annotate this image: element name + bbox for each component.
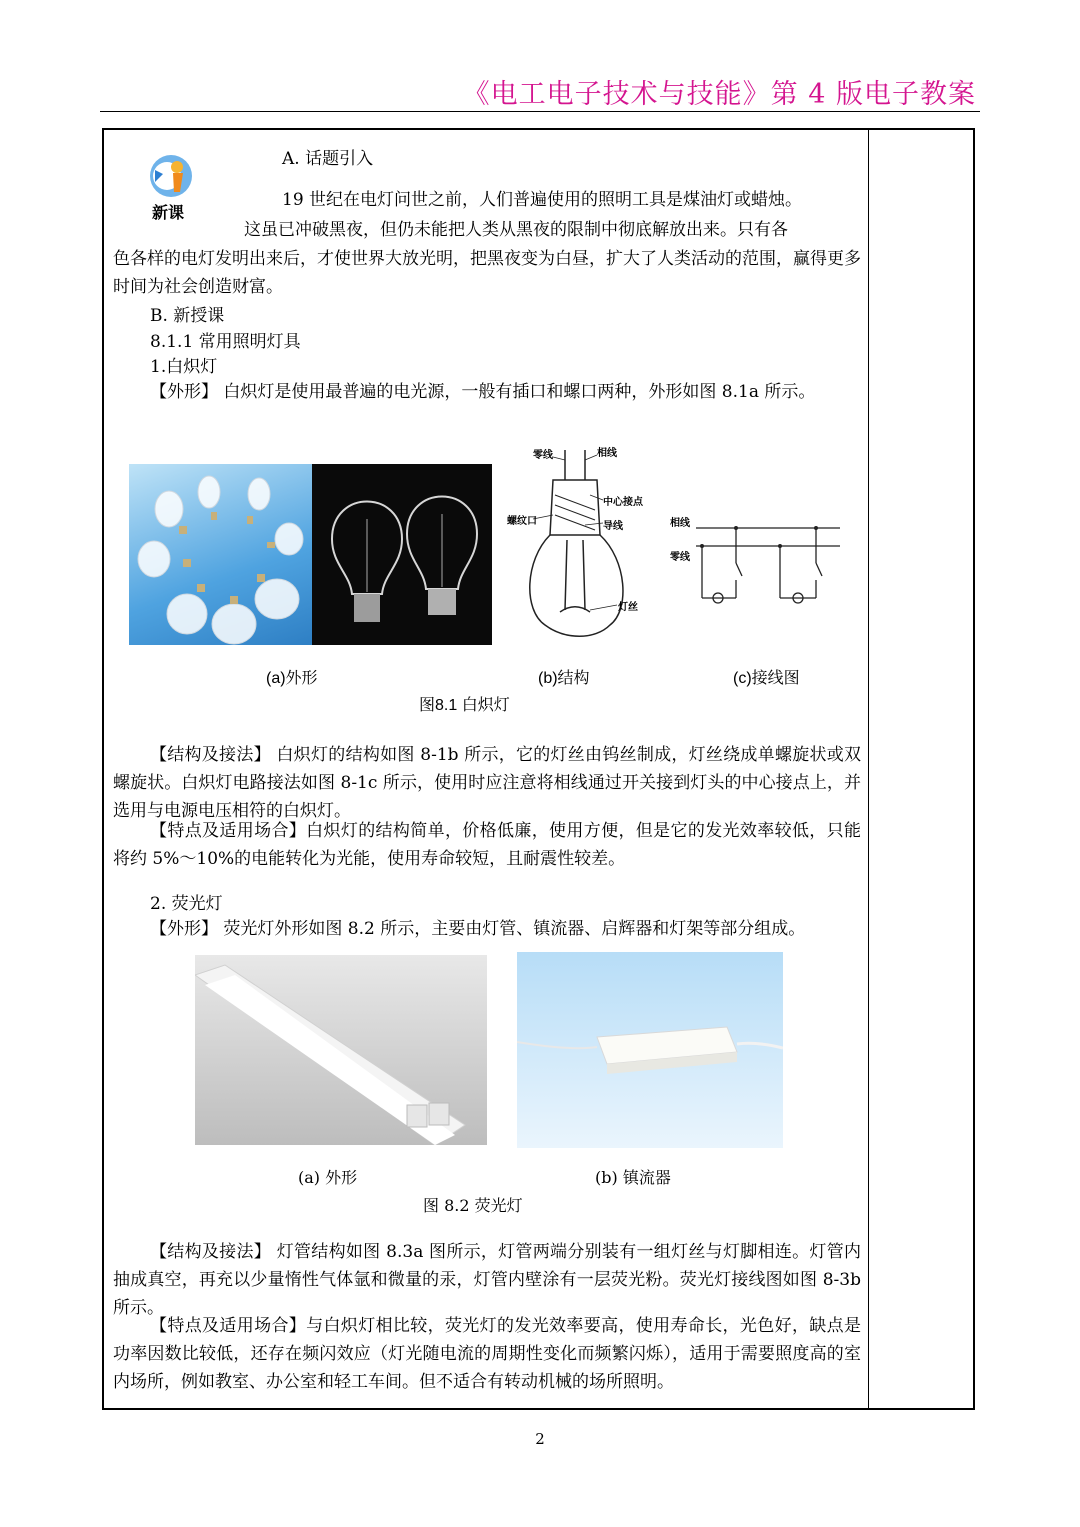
- fig-8-1-caption-c: (c)接线图: [733, 670, 800, 687]
- label-center-contact: 中心接点: [603, 497, 643, 508]
- incandescent-structure-diagram: [505, 440, 655, 650]
- incandescent-features: 【特点及适用场合】白炽灯的结构简单，价格低廉，使用方便，但是它的发光效率较低，只能将约 5%～10%的电能转化为光能，使用寿命较短，且耐震性较差。: [113, 821, 861, 869]
- table-column-divider: [868, 128, 869, 1410]
- fluorescent-structure: 【结构及接法】 灯管结构如图 8.3a 图所示，灯管两端分别装有一组灯丝与灯脚相连。灯管内抽成真空，再充以少量惰性气体氩和微量的汞，灯管内壁涂有一层荧光粉。荧光灯接线图如图 8-3b 所示。: [113, 1242, 861, 1318]
- label-wiring-neutral: 零线: [670, 552, 690, 563]
- new-lesson-label: 新课: [152, 203, 185, 222]
- header-rule: [100, 111, 980, 112]
- fig-8-1-title: 图8.1 白炽灯: [419, 697, 510, 714]
- intro-rest: 色各样的电灯发明出来后，才使世界大放光明，把黑夜变为白昼，扩大了人类活动的范围，赢得更多时间为社会创造财富。: [113, 249, 861, 297]
- label-filament: 灯丝: [618, 602, 638, 613]
- fig-8-2-title: 图 8.2 荧光灯: [423, 1196, 523, 1215]
- fig-8-2-caption-b: (b) 镇流器: [595, 1168, 671, 1187]
- incandescent-shape: 【外形】 白炽灯是使用最普遍的电光源，一般有插口和螺口两种，外形如图 8.1a 所示。: [150, 382, 816, 402]
- fluorescent-fixture-photo: [195, 955, 487, 1145]
- section-8-1-1: 8.1.1 常用照明灯具: [150, 332, 301, 352]
- fluorescent-features: 【特点及适用场合】与白炽灯相比较，荧光灯的发光效率要高，使用寿命长，光色好，缺点是功率因数比较低，还存在频闪效应（灯光随电流的周期性变化而频繁闪烁），适用于需要照度高的室内场所，例如教室、办公室和轻工车间。但不适合有转动机械的场所照明。: [113, 1316, 861, 1392]
- fluorescent-shape: 【外形】 荧光灯外形如图 8.2 所示，主要由灯管、镇流器、启辉器和灯架等部分组成。: [150, 919, 806, 939]
- incandescent-bulbs-photo: [129, 464, 312, 645]
- incandescent-structure: 【结构及接法】 白炽灯的结构如图 8-1b 所示，它的灯丝由钨丝制成，灯丝绕成单螺旋状或双螺旋状。白炽灯电路接法如图 8-1c 所示，使用时应注意将相线通过开关接到灯头的中心接点上，并选用与电源电压相符的白炽灯。: [113, 745, 861, 821]
- new-lesson-icon: [147, 152, 195, 200]
- fig-8-1-caption-a: (a)外形: [266, 670, 318, 687]
- intro-line-2: 这虽已冲破黑夜，但仍未能把人类从黑夜的限制中彻底解放出来。只有各: [244, 220, 788, 240]
- ballast-photo: [517, 952, 783, 1148]
- section-a-heading: A. 话题引入: [282, 149, 374, 169]
- header-title: 《电工电子技术与技能》第 4 版电子教案: [462, 79, 976, 110]
- fig-8-2-caption-a: (a) 外形: [298, 1168, 358, 1187]
- fig-8-1-caption-b: (b)结构: [538, 670, 590, 687]
- incandescent-wiring-diagram: [668, 508, 848, 608]
- label-screw-base: 螺纹口: [507, 516, 537, 527]
- section-b-heading: B. 新授课: [150, 306, 225, 326]
- label-phase: 相线: [597, 448, 617, 459]
- page-number: 2: [535, 1430, 545, 1448]
- label-neutral: 零线: [533, 450, 553, 461]
- subsection-incandescent: 1.白炽灯: [150, 357, 218, 377]
- intro-line-1: 19 世纪在电灯问世之前，人们普遍使用的照明工具是煤油灯或蜡烛。: [282, 190, 803, 210]
- label-lead-wire: 导线: [603, 521, 623, 532]
- subsection-fluorescent: 2. 荧光灯: [150, 894, 223, 914]
- label-wiring-phase: 相线: [670, 518, 690, 529]
- two-bulbs-photo: [312, 464, 492, 645]
